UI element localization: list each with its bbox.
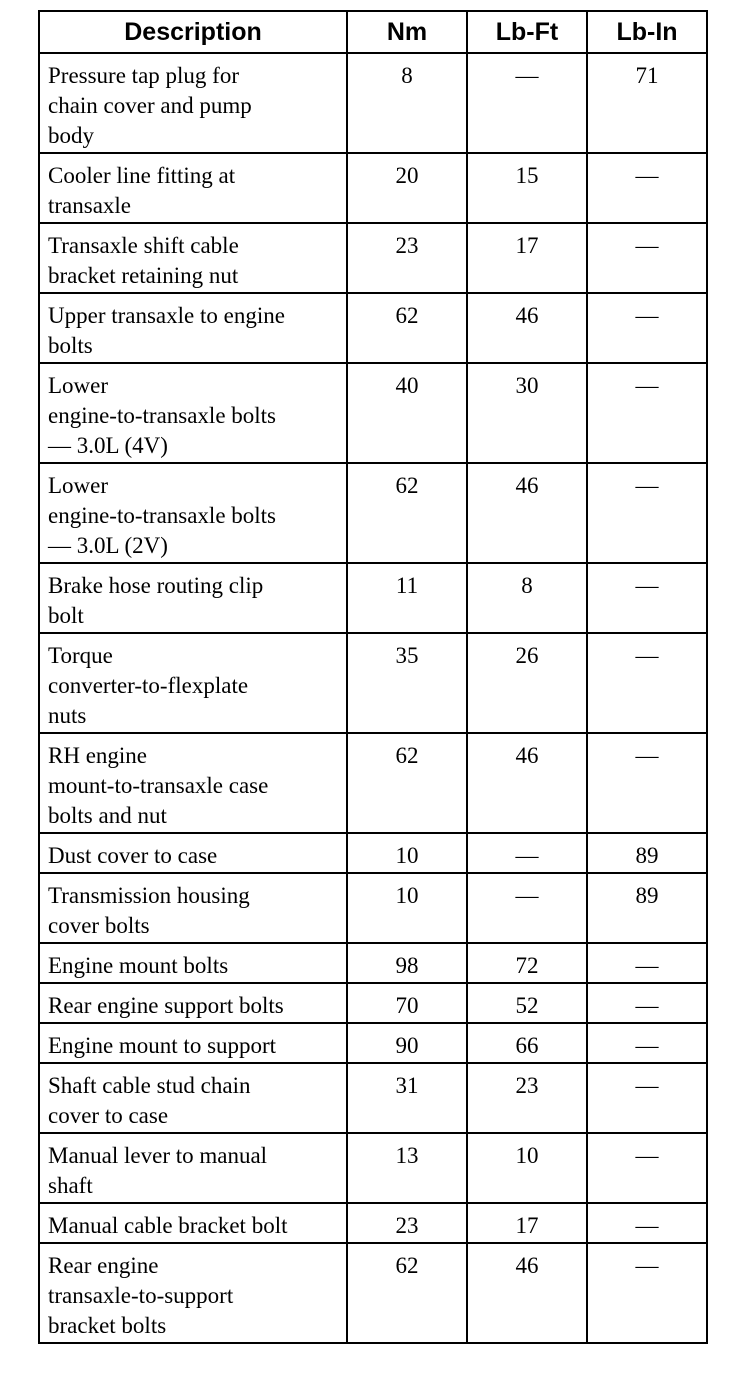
table-row [39,983,707,1023]
row-nm: 90 [347,1023,467,1063]
row-description [39,363,347,463]
description-line: bolt [48,603,84,628]
description-line: cover to case [48,1103,169,1128]
description-line: Lower [48,473,109,498]
row-nm: 40 [347,363,467,463]
description-line: Lower [48,373,109,398]
description-line: Cooler line fitting at [48,163,236,188]
description-line: Upper transaxle to engine [48,303,285,328]
table-row [39,1063,707,1133]
description-line: engine-to-transaxle bolts [48,503,277,528]
description-line: engine-to-transaxle bolts [48,403,277,428]
row-lbin: — [587,563,707,633]
table-row [39,223,707,293]
description-line: RH engine [48,743,148,768]
row-lbft: 17 [467,1203,587,1243]
row-lbft: 8 [467,563,587,633]
table-row [39,363,707,463]
description-line: Rear engine support bolts [48,993,284,1018]
table-row [39,633,707,733]
description-line: converter-to-flexplate [48,673,249,698]
row-description [39,563,347,633]
header-row [39,11,707,53]
row-lbin: 89 [587,833,707,873]
row-description [39,1023,347,1063]
table-row [39,833,707,873]
row-lbin: 71 [587,53,707,153]
header-lbft: Lb-Ft [467,11,587,53]
row-lbft: 72 [467,943,587,983]
row-lbft: 15 [467,153,587,223]
description-line: Manual cable bracket bolt [48,1213,288,1238]
description-line: Transmission housing [48,883,250,908]
table-row [39,53,707,153]
header-nm: Nm [347,11,467,53]
description-line: transaxle [48,193,132,218]
description-line: nuts [48,703,87,728]
row-nm: 62 [347,1243,467,1343]
row-lbft: — [467,53,587,153]
description-line: Shaft cable stud chain [48,1073,251,1098]
row-lbin: — [587,983,707,1023]
row-lbft: 23 [467,1063,587,1133]
row-lbin: — [587,463,707,563]
row-lbft: 52 [467,983,587,1023]
description-line: bolts and nut [48,803,167,828]
table-row [39,153,707,223]
row-lbft: 17 [467,223,587,293]
description-line: bracket retaining nut [48,263,239,288]
description-line: cover bolts [48,913,150,938]
row-lbft: 30 [467,363,587,463]
description-line: bracket bolts [48,1313,167,1338]
description-line: body [48,123,94,148]
description-line: — 3.0L (4V) [48,433,168,458]
description-line: mount-to-transaxle case [48,773,269,798]
row-nm: 62 [347,733,467,833]
description-line: Dust cover to case [48,843,218,868]
row-nm: 23 [347,223,467,293]
row-lbin: — [587,293,707,363]
row-lbft: 46 [467,293,587,363]
row-lbin: — [587,1133,707,1203]
row-lbft: 46 [467,1243,587,1343]
table-body [39,53,707,1343]
row-nm: 35 [347,633,467,733]
header-description: Description [39,11,347,53]
row-lbin: 89 [587,873,707,943]
row-nm: 11 [347,563,467,633]
row-description [39,53,347,153]
row-lbin: — [587,1203,707,1243]
row-lbin: — [587,1063,707,1133]
description-line: Torque [48,643,113,668]
row-lbin: — [587,633,707,733]
row-lbft: — [467,873,587,943]
table-row [39,1203,707,1243]
row-nm: 8 [347,53,467,153]
description-line: Manual lever to manual [48,1143,268,1168]
row-description [39,1063,347,1133]
row-nm: 10 [347,833,467,873]
description-line: transaxle-to-support [48,1283,234,1308]
row-nm: 62 [347,463,467,563]
description-line: Pressure tap plug for [48,63,239,88]
table-row [39,873,707,943]
table-row [39,463,707,563]
row-lbft: 66 [467,1023,587,1063]
description-line: bolts [48,333,93,358]
row-nm: 20 [347,153,467,223]
description-line: Brake hose routing clip [48,573,264,598]
row-nm: 98 [347,943,467,983]
row-description [39,153,347,223]
row-nm: 31 [347,1063,467,1133]
row-lbin: — [587,153,707,223]
row-lbft: 10 [467,1133,587,1203]
row-description [39,733,347,833]
table-row [39,563,707,633]
row-description [39,943,347,983]
row-description [39,1203,347,1243]
row-description [39,463,347,563]
row-lbft: 46 [467,463,587,563]
table-row [39,733,707,833]
table-row [39,1133,707,1203]
row-description [39,833,347,873]
row-description [39,223,347,293]
row-description [39,983,347,1023]
table-row [39,943,707,983]
row-lbin: — [587,1023,707,1063]
description-line: chain cover and pump [48,93,252,118]
table-row [39,1023,707,1063]
row-description [39,873,347,943]
table-row [39,293,707,363]
row-lbin: — [587,223,707,293]
row-description [39,633,347,733]
row-lbin: — [587,733,707,833]
row-lbft: 46 [467,733,587,833]
row-description [39,1243,347,1343]
description-line: Rear engine [48,1253,159,1278]
description-line: Transaxle shift cable [48,233,239,258]
row-description [39,1133,347,1203]
row-lbin: — [587,1243,707,1343]
description-line: shaft [48,1173,93,1198]
row-nm: 70 [347,983,467,1023]
table-row [39,1243,707,1343]
row-lbin: — [587,363,707,463]
row-lbft: — [467,833,587,873]
row-description [39,293,347,363]
row-nm: 23 [347,1203,467,1243]
row-nm: 13 [347,1133,467,1203]
row-lbin: — [587,943,707,983]
torque-specifications-table [38,10,708,1344]
description-line: — 3.0L (2V) [48,533,168,558]
description-line: Engine mount to support [48,1033,277,1058]
row-lbft: 26 [467,633,587,733]
description-line: Engine mount bolts [48,953,229,978]
row-nm: 62 [347,293,467,363]
row-nm: 10 [347,873,467,943]
header-lbin: Lb-In [587,11,707,53]
